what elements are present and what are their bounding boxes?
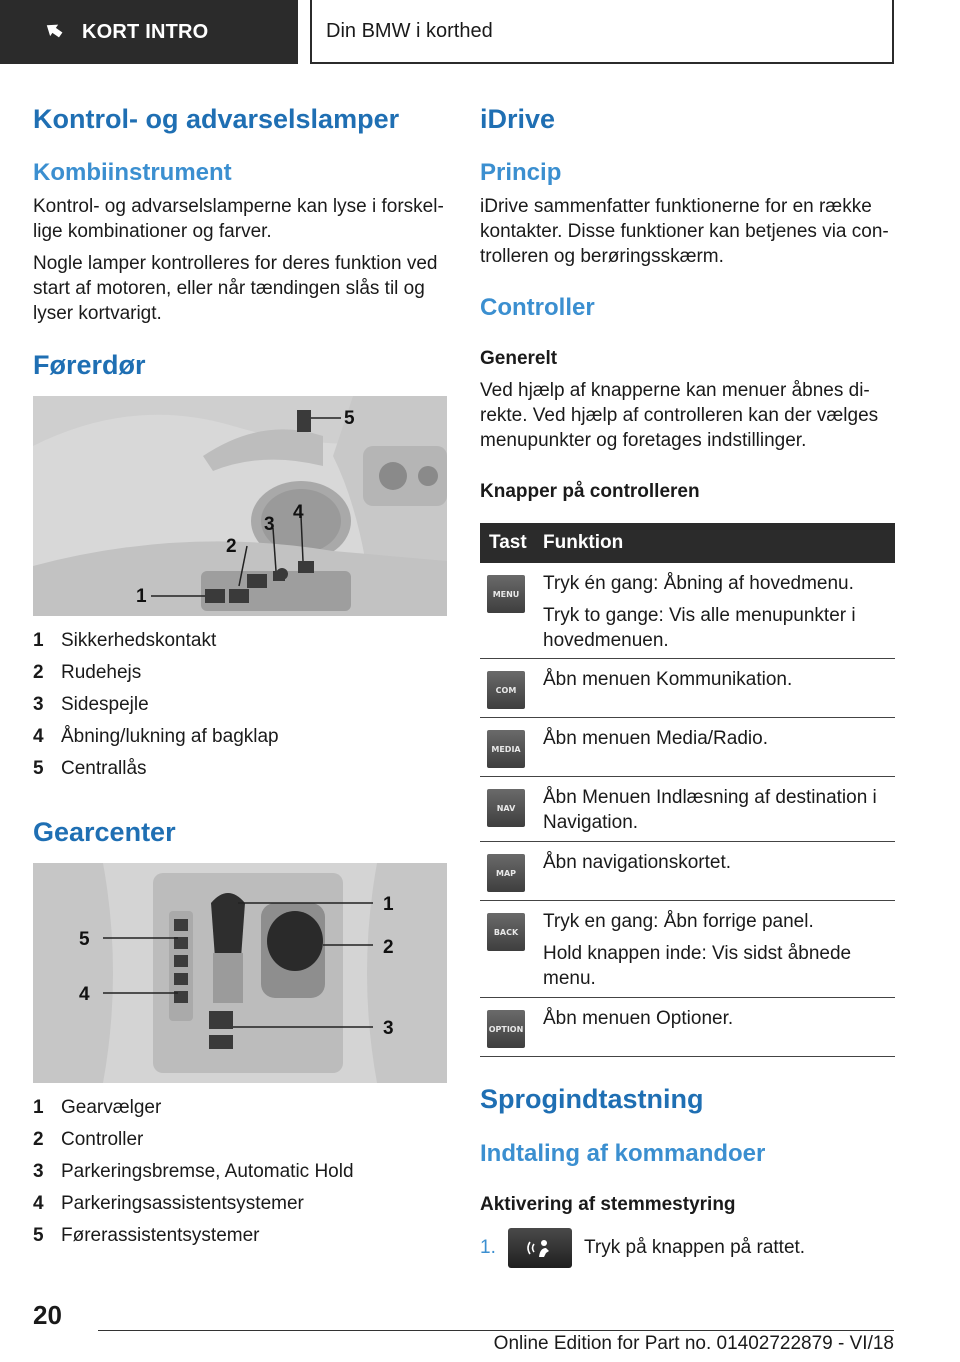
heading-controller: Controller <box>480 294 595 321</box>
heading-aktivering: Aktivering af stemmestyring <box>480 1194 736 1215</box>
table-row: MAP Åbn navigationskortet. <box>480 842 895 901</box>
voice-button-icon <box>508 1228 572 1268</box>
arrow-icon <box>42 21 64 43</box>
list-item: 3 Parkeringsbremse, Automatic Hold <box>33 1161 354 1182</box>
controller-buttons-table <box>480 523 895 1057</box>
list-item: 5 Centrallås <box>33 758 147 779</box>
option-key-icon: OPTION <box>487 1010 525 1048</box>
heading-princip: Princip <box>480 159 562 186</box>
door-callout-4: 4 <box>293 502 304 523</box>
nav-key-icon: NAV <box>487 789 525 827</box>
com-key-icon: COM <box>487 671 525 709</box>
step-text: Tryk på knappen på rattet. <box>584 1237 806 1258</box>
table-row: MEDIA Åbn menuen Media/Radio. <box>480 718 895 777</box>
gear-legend <box>33 1092 433 1252</box>
door-panel-image <box>33 396 447 616</box>
gear-callout-4: 4 <box>79 984 90 1005</box>
heading-kombiinstrument: Kombiinstrument <box>33 159 232 186</box>
page-number: 20 <box>33 1300 62 1330</box>
table-row: BACK Tryk en gang: Åbn forrige panel. Hold knappen inde: Vis sidst åbnede menu. <box>480 901 895 998</box>
col-tast: Tast <box>489 532 527 553</box>
table-row: MENU Tryk én gang: Åbning af hovedmenu. Tryk to gange: Vis alle menupunkter i hovedmenuen. <box>480 563 895 659</box>
door-callout-5: 5 <box>344 408 355 429</box>
back-key-icon: BACK <box>487 913 525 951</box>
table-row: COM Åbn menuen Kommunikation. <box>480 659 895 718</box>
heading-sprogindtastning: Sprogindtastning <box>480 1084 704 1114</box>
gear-callout-1: 1 <box>383 894 394 915</box>
list-item: 5 Førerassistentsystemer <box>33 1225 260 1246</box>
heading-knapper: Knapper på controlleren <box>480 481 700 502</box>
table-row: OPTION Åbn menuen Optioner. <box>480 998 895 1057</box>
door-callout-2: 2 <box>226 536 237 557</box>
paragraph-kombi-2: Nogle lamper kontrolleres for deres funktion ved start af motoren, eller når tændingen slås til og lyser kortvarigt. <box>33 253 438 324</box>
list-item: 3 Sidespejle <box>33 694 149 715</box>
col-funktion: Funktion <box>543 532 624 553</box>
step-1 <box>480 1228 805 1268</box>
media-key-icon: MEDIA <box>487 730 525 768</box>
heading-kontrol: Kontrol- og advarselslamper <box>33 104 400 134</box>
list-item: 2 Controller <box>33 1129 144 1150</box>
heading-gearcenter: Gearcenter <box>33 817 176 847</box>
paragraph-kombi-1: Kontrol- og advarselslamperne kan lyse i forskel- lige kombinationer og farver. <box>33 196 444 242</box>
header-title-box <box>310 0 894 64</box>
gear-console-image <box>33 863 447 1083</box>
heading-idrive: iDrive <box>480 104 556 134</box>
footer-edition: Online Edition for Part no. 01402722879 - VI/18 <box>493 1333 894 1354</box>
gear-callout-2: 2 <box>383 937 394 958</box>
paragraph-generelt: Ved hjælp af knapperne kan menuer åbnes di- rekte. Ved hjælp af controlleren kan der vælges menupunkter og foretages indstillinger. <box>480 380 879 451</box>
table-header <box>480 523 895 563</box>
list-item: 1 Sikkerhedskontakt <box>33 630 217 651</box>
gear-callout-5: 5 <box>79 929 90 950</box>
door-callout-3: 3 <box>264 514 275 535</box>
section-label: KORT INTRO <box>82 20 209 43</box>
page-header-title: Din BMW i korthed <box>326 19 493 42</box>
door-callout-1: 1 <box>136 586 147 607</box>
heading-indtaling: Indtaling af kommandoer <box>480 1140 766 1167</box>
list-item: 2 Rudehejs <box>33 662 142 683</box>
section-tab <box>0 0 298 64</box>
heading-generelt: Generelt <box>480 348 558 369</box>
step-number: 1. <box>480 1237 496 1258</box>
table-row: NAV Åbn Menuen Indlæsning af destination i Navigation. <box>480 777 895 842</box>
heading-forerdor: Førerdør <box>33 350 146 380</box>
list-item: 4 Parkeringsassistentsystemer <box>33 1193 304 1214</box>
map-key-icon: MAP <box>487 854 525 892</box>
menu-key-icon: MENU <box>487 575 525 613</box>
list-item: 4 Åbning/lukning af bagklap <box>33 726 279 747</box>
paragraph-princip: iDrive sammenfatter funktionerne for en række kontakter. Disse funktioner kan betjenes via con- trolleren og berøringsskærm. <box>480 196 889 267</box>
door-legend <box>33 625 433 785</box>
gear-callout-3: 3 <box>383 1018 394 1039</box>
list-item: 1 Gearvælger <box>33 1097 162 1118</box>
